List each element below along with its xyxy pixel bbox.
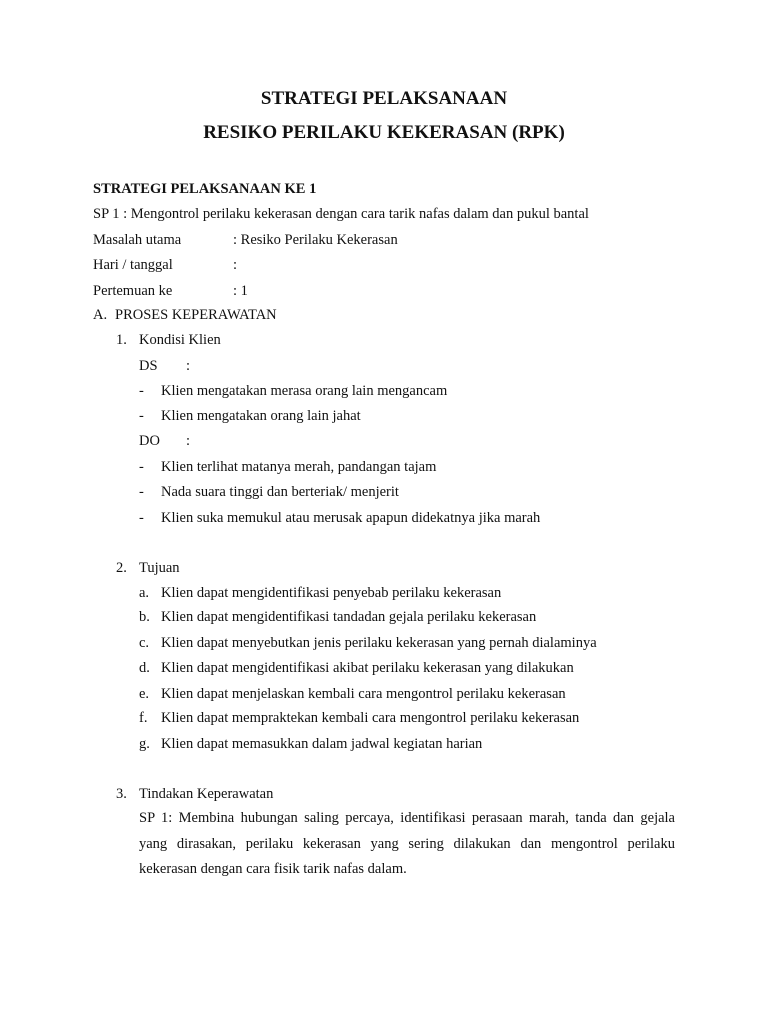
info-label: Pertemuan ke bbox=[93, 283, 173, 299]
tujuan-item-text: Klien dapat menyebutkan jenis perilaku kekerasan yang pernah dialaminya bbox=[161, 635, 597, 651]
bullet-dash: - bbox=[139, 484, 144, 500]
list-number: 2. bbox=[116, 560, 127, 576]
tujuan-item-text: Klien dapat memasukkan dalam jadwal kegiatan harian bbox=[161, 736, 483, 752]
info-label: Masalah utama bbox=[93, 232, 182, 248]
tujuan-item-text: Klien dapat mempraktekan kembali cara mengontrol perilaku kekerasan bbox=[161, 710, 580, 726]
ds-colon: : bbox=[186, 358, 191, 374]
info-row-hari bbox=[93, 256, 237, 274]
ds-label: DS bbox=[139, 358, 158, 374]
bullet-dash: - bbox=[139, 459, 144, 475]
tujuan-item bbox=[139, 735, 482, 753]
bullet-dash: - bbox=[139, 383, 144, 399]
sp-line: SP 1 : Mengontrol perilaku kekerasan dengan cara tarik nafas dalam dan pukul bantal bbox=[93, 206, 589, 222]
list-letter: f. bbox=[139, 710, 148, 726]
list-letter: b. bbox=[139, 609, 150, 625]
info-value: : 1 bbox=[233, 283, 248, 299]
tujuan-item-text: Klien dapat mengidentifikasi tandadan gejala perilaku kekerasan bbox=[161, 609, 537, 625]
ds-item-text: Klien mengatakan merasa orang lain mengancam bbox=[161, 383, 448, 399]
document-subtitle: RESIKO PERILAKU KEKERASAN (RPK) bbox=[203, 122, 565, 143]
list-number: 3. bbox=[116, 786, 127, 802]
part-a-title: PROSES KEPERAWATAN bbox=[115, 307, 277, 323]
do-label: DO bbox=[139, 433, 160, 449]
ds-item bbox=[139, 407, 361, 425]
info-row-masalah bbox=[93, 231, 398, 249]
do-item-text: Klien suka memukul atau merusak apapun didekatnya jika marah bbox=[161, 510, 541, 526]
tujuan-item bbox=[139, 709, 579, 727]
section-heading: STRATEGI PELAKSANAAN KE 1 bbox=[93, 181, 317, 197]
do-colon: : bbox=[186, 433, 191, 449]
tindakan-heading bbox=[116, 785, 273, 803]
list-letter: g. bbox=[139, 736, 150, 752]
tindakan-title: Tindakan Keperawatan bbox=[139, 786, 274, 802]
info-row-pertemuan bbox=[93, 282, 248, 300]
tujuan-item bbox=[139, 584, 501, 602]
tujuan-item-text: Klien dapat mengidentifikasi akibat perilaku kekerasan yang dilakukan bbox=[161, 660, 574, 676]
bullet-dash: - bbox=[139, 408, 144, 424]
part-a-heading bbox=[93, 306, 277, 324]
list-number: 1. bbox=[116, 332, 127, 348]
tujuan-item-text: Klien dapat menjelaskan kembali cara mengontrol perilaku kekerasan bbox=[161, 686, 566, 702]
ds-item bbox=[139, 382, 447, 400]
document-title: STRATEGI PELAKSANAAN bbox=[260, 88, 508, 109]
kondisi-heading bbox=[116, 331, 221, 349]
do-item bbox=[139, 458, 436, 476]
info-value: : Resiko Perilaku Kekerasan bbox=[233, 232, 398, 248]
tujuan-item bbox=[139, 659, 574, 677]
list-letter: e. bbox=[139, 686, 150, 702]
tujuan-item bbox=[139, 608, 536, 626]
do-item bbox=[139, 483, 399, 501]
list-letter: d. bbox=[139, 660, 150, 676]
kondisi-title: Kondisi Klien bbox=[139, 332, 221, 348]
tujuan-heading bbox=[116, 559, 180, 577]
info-value: : bbox=[233, 257, 238, 273]
list-letter: a. bbox=[139, 585, 150, 601]
tujuan-item-text: Klien dapat mengidentifikasi penyebab perilaku kekerasan bbox=[161, 585, 502, 601]
ds-label-row bbox=[139, 357, 190, 375]
list-letter: c. bbox=[139, 635, 150, 651]
part-a-marker: A. bbox=[93, 307, 108, 323]
tindakan-paragraph: SP 1: Membina hubungan saling percaya, identifikasi perasaan marah, tanda dan gejala yang dirasakan, perilaku kekerasan yang sering dilakukan dan mengontrol perilaku kekerasan dengan cara fisik tarik nafas dalam. bbox=[139, 810, 675, 877]
ds-item-text: Klien mengatakan orang lain jahat bbox=[161, 408, 361, 424]
do-item bbox=[139, 509, 540, 527]
do-label-row bbox=[139, 432, 190, 450]
tujuan-title: Tujuan bbox=[139, 560, 180, 576]
tujuan-item bbox=[139, 634, 597, 652]
tujuan-item bbox=[139, 685, 566, 703]
info-label: Hari / tanggal bbox=[93, 257, 173, 273]
do-item-text: Nada suara tinggi dan berteriak/ menjerit bbox=[161, 484, 399, 500]
do-item-text: Klien terlihat matanya merah, pandangan tajam bbox=[161, 459, 437, 475]
bullet-dash: - bbox=[139, 510, 144, 526]
